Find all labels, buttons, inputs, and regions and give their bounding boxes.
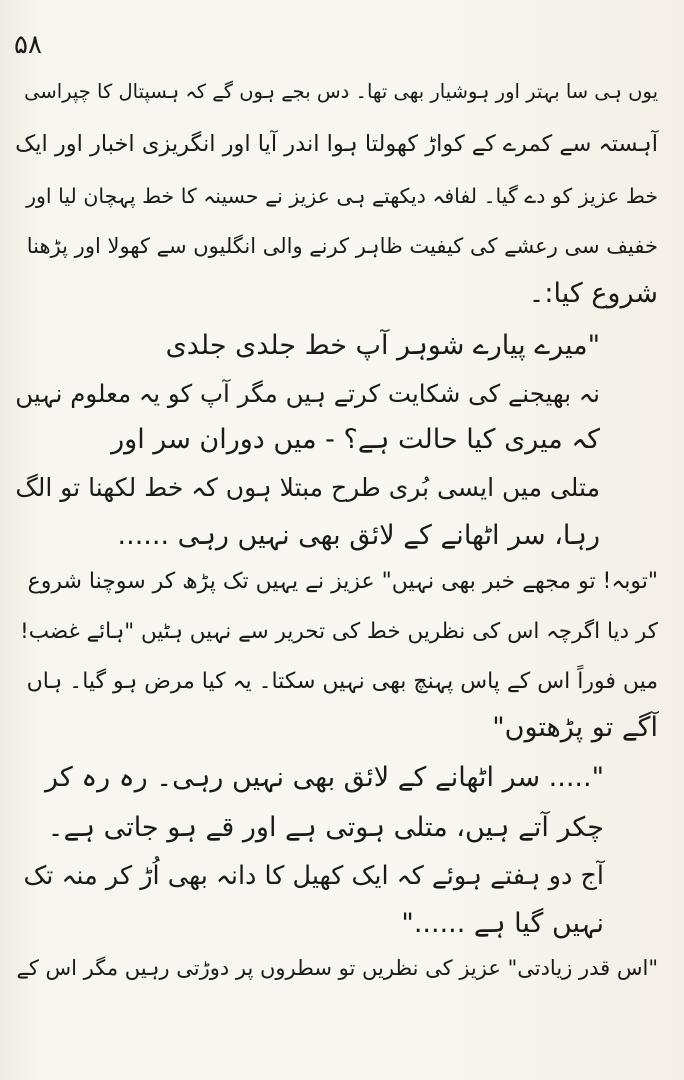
text-line: "توبہ! تو مجھے خبر بھی نہیں" عزیز نے یہیں تک پڑھ کر سوچنا شروع [27, 569, 658, 594]
text-line: میں فوراً اس کے پاس پہنچ بھی نہیں سکتا۔ یہ کیا مرض ہو گیا۔ ہاں [26, 669, 658, 694]
letter-line: رہا، سر اٹھانے کے لائق بھی نہیں رہی ...... [117, 520, 600, 551]
letter-line: "میرے پیارے شوہر آپ خط جلدی جلدی [165, 330, 600, 361]
text-line: آگے تو پڑھتوں" [492, 712, 658, 743]
letter-line: "..... سر اٹھانے کے لائق بھی نہیں رہی۔ رہ رہ کر [45, 762, 604, 793]
letter-line: آج دو ہفتے ہوئے کہ ایک کھیل کا دانہ بھی اُڑ کر منہ تک [23, 861, 604, 891]
text-line: آہستہ سے کمرے کے کواڑ کھولتا ہوا اندر آیا اور انگریزی اخبار اور ایک [15, 131, 658, 157]
letter-line: نہ بھیجنے کی شکایت کرتے ہیں مگر آپ کو یہ معلوم نہیں [15, 379, 600, 408]
text-line: خفیف سی رعشے کی کیفیت ظاہر کرنے والی انگلیوں سے کھولا اور پڑھنا [26, 234, 658, 258]
letter-line: کہ میری کیا حالت ہے؟ - میں دوران سر اور [111, 424, 600, 455]
text-line: کر دیا اگرچہ اس کی نظریں خط کی تحریر سے نہیں ہٹیں "ہائے غضب! [20, 619, 658, 644]
letter-line: متلی میں ایسی بُری طرح مبتلا ہوں کہ خط لکھنا تو الگ [15, 473, 600, 502]
text-line: خط عزیز کو دے گیا۔ لفافہ دیکھتے ہی عزیز نے حسینہ کا خط پہچان لیا اور [26, 184, 658, 208]
text-line: شروع کیا:۔ [528, 278, 658, 309]
letter-line: نہیں گیا ہے ......" [401, 908, 604, 939]
page-number: ۵۸ [14, 30, 42, 60]
text-line: "اس قدر زیادتی" عزیز کی نظریں تو سطروں پر دوڑتی رہیں مگر اس کے [16, 956, 658, 980]
text-line: یوں ہی سا بہتر اور ہوشیار بھی تھا۔ دس بجے ہوں گے کہ ہسپتال کا چپراسی [24, 80, 658, 103]
letter-line: چکر آتے ہیں، متلی ہوتی ہے اور قے ہو جاتی ہے۔ [47, 812, 604, 843]
